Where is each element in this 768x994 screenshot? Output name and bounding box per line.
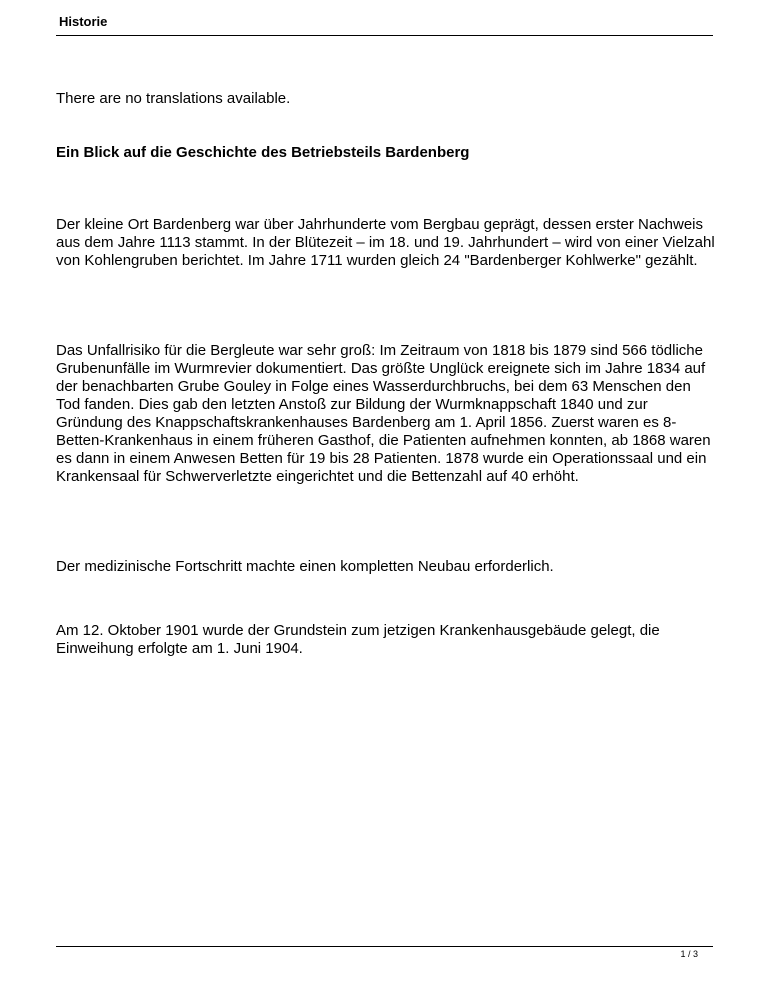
paragraph-foundation-stone: Am 12. Oktober 1901 wurde der Grundstein zum jetzigen Krankenhausgebäude gelegt, die Einweihung erfolgte am 1. Juni 1904. (56, 622, 660, 657)
paragraph-mining-history: Der kleine Ort Bardenberg war über Jahrhunderte vom Bergbau geprägt, dessen erster Nachweis aus dem Jahre 1113 stammt. In der Blütezeit – im 18. und 19. Jahrhundert – wird von einer Vielzahl von Kohlengruben berichtet. Im Jahre 1711 wurden gleich 24 "Bardenberger Kohlwerke" gezählt. (56, 216, 715, 269)
paragraph-new-building: Der medizinische Fortschritt machte einen kompletten Neubau erforderlich. (56, 558, 554, 575)
translation-notice: There are no translations available. (56, 90, 291, 107)
section-heading: Ein Blick auf die Geschichte des Betriebsteils Bardenberg (56, 144, 470, 161)
page-title: Historie (59, 14, 108, 29)
page-footer (56, 946, 713, 961)
page-number: 1 / 3 (680, 949, 698, 959)
paragraph-accident-risk: Das Unfallrisiko für die Bergleute war sehr groß: Im Zeitraum von 1818 bis 1879 sind 566 tödliche Grubenunfälle im Wurmrevier dokumentiert. Das größte Unglück ereignete sich im Jahre 1834 auf der benachbarten Grube Gouley in Folge eines Wasserdurchbruchs, bei dem 63 Menschen den Tod fanden. Dies gab den letzten Anstoß zur Bildung der Wurmknappschaft 1840 und zur Gründung des Knappschaftskrankenhauses Bardenberg am 1. April 1856. Zuerst waren es 8-Betten-Krankenhaus in einem früheren Gasthof, die Patienten aufnehmen konnten, ab 1868 waren es dann in einem Anwesen Betten für 19 bis 28 Patienten. 1878 wurde ein Operationssaal und ein Krankensaal für Schwerverletzte eingerichtet und die Bettenzahl auf 40 erhöht. (56, 342, 711, 485)
page-header (56, 14, 713, 36)
